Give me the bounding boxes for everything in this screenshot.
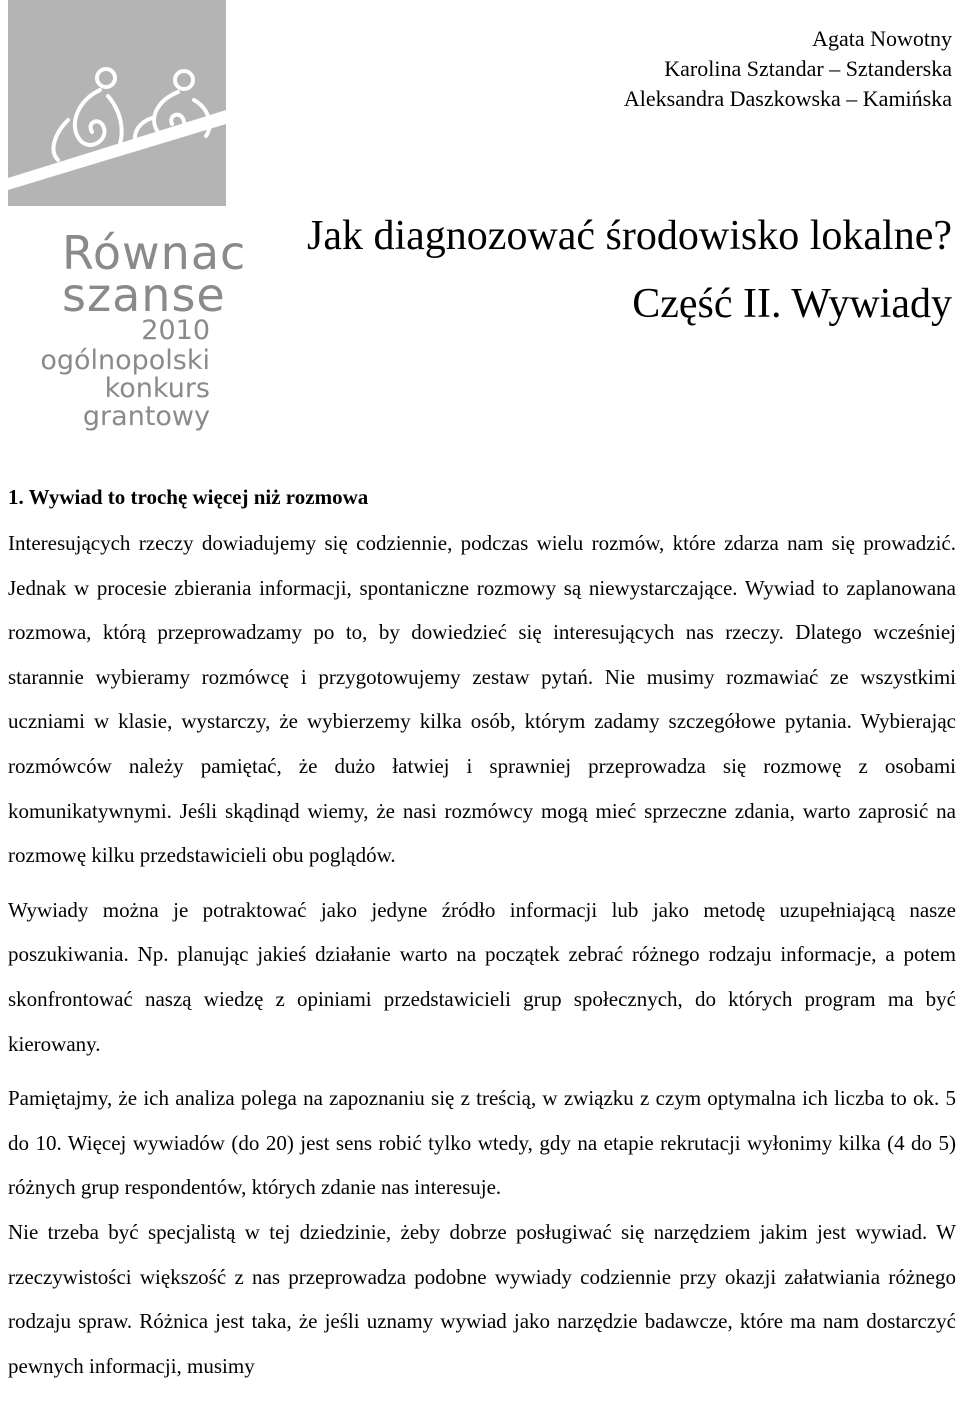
section-heading: 1. Wywiad to trochę więcej niż rozmowa [8, 485, 369, 509]
document-title: Jak diagnozować środowisko lokalne? [307, 213, 952, 259]
logo-line-2: szanse [62, 268, 226, 322]
body-paragraph: Wywiady można je potraktować jako jedyne źródło informacji lub jako metodę uzupełniającą nasze poszukiwania. Np. planując jakieś działanie warto na początek zebrać różnego rodzaju informacje, a potem skonfrontować naszą wiedzę z opiniami przedstawicieli grup społecznych, do których program ma być kierowany. [8, 897, 956, 1056]
logo-line-4: ogólnopolski [40, 345, 210, 376]
logo-line-3: 2010 [141, 315, 210, 346]
author-name: Karolina Sztandar – Sztanderska [664, 56, 952, 81]
logo-line-5: konkurs [104, 373, 210, 404]
body-paragraph: Interesujących rzeczy dowiadujemy się codziennie, podczas wielu rozmów, które zdarza nam się prowadzić. Jednak w procesie zbierania informacji, spontaniczne rozmowy są niewystarczające. Wywiad to zaplanowana rozmowa, którą przeprowadzamy po to, by dowiedzieć się interesujących nas rzeczy. Dlatego wcześniej starannie wybieramy rozmówcę i przygotowujemy zestaw pytań. Nie musimy rozmawiać ze wszystkimi uczniami w klasie, wystarczy, że wybierzemy kilka osób, którym zadamy szczegółowe pytania. Wybierając rozmówców należy pamiętać, że dużo łatwiej i sprawniej przeprowadza się rozmowę z osobami komunikatywnymi. Jeśli skądinąd wiemy, że nasi rozmówcy mogą mieć sprzeczne zdania, warto zaprosić na rozmowę kilku przedstawicieli obu poglądów. [8, 531, 956, 868]
seesaw-figures-icon [8, 0, 226, 206]
author-name: Aleksandra Daszkowska – Kamińska [623, 86, 952, 111]
logo-line-6: grantowy [82, 401, 210, 432]
body-paragraph: Pamiętajmy, że ich analiza polega na zapoznaniu się z treścią, w związku z czym optymalna ich liczba to ok. 5 do 10. Więcej wywiadów (do 20) jest sens robić tylko wtedy, gdy na etapie rekrutacji wyłonimy kilka (4 do 5) różnych grup respondentów, których zdanie nas interesuje. [8, 1086, 956, 1200]
author-name: Agata Nowotny [812, 26, 952, 51]
logo-line-1: Równac [62, 226, 247, 280]
author-list [624, 24, 952, 114]
document-subtitle: Część II. Wywiady [632, 281, 952, 327]
document-body [8, 480, 956, 1388]
contest-logo [8, 0, 247, 440]
body-paragraph: Nie trzeba być specjalistą w tej dziedzinie, żeby dobrze posługiwać się narzędziem jakim jest wywiad. W rzeczywistości większość z nas przeprowadza podobne wywiady codziennie przy okazji załatwiania różnego rodzaju spraw. Różnica jest taka, że jeśli uznamy wywiad jako narzędzie badawcze, które ma nam dostarczyć pewnych informacji, musimy [8, 1219, 956, 1378]
